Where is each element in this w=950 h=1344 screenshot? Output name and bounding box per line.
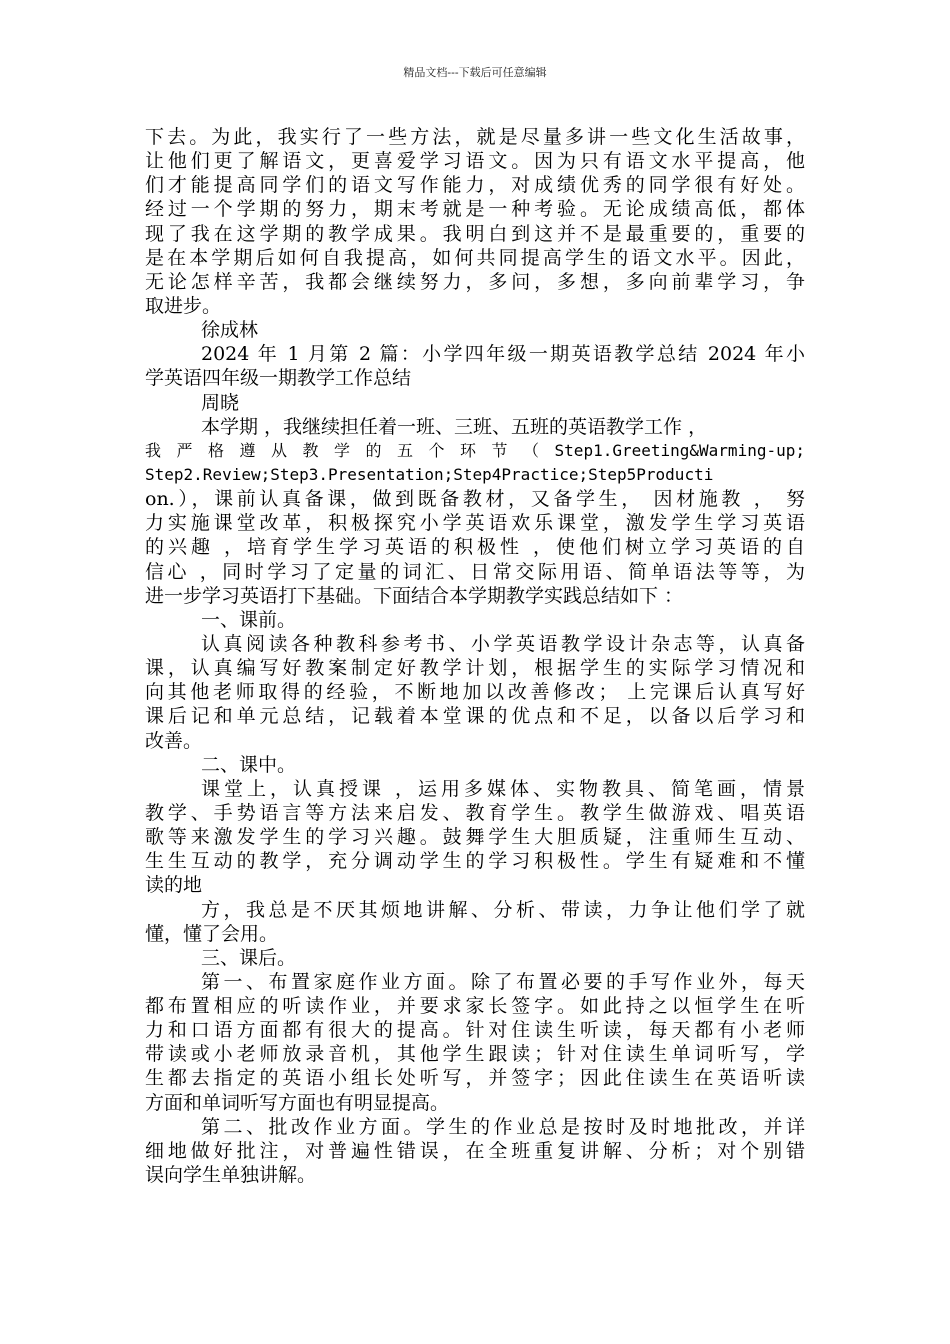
page-header: 精品文档---下载后可任意编辑	[403, 66, 547, 79]
text-line: 带读或小老师放录音机，其他学生跟读；针对住读生单词听写，学	[145, 1043, 805, 1066]
text-line: 取进步。	[145, 294, 222, 317]
text-line: 经过一个学期的努力，期末考就是一种考验。无论成绩高低，都体	[145, 198, 805, 221]
text-line: 三、课后。	[201, 946, 297, 969]
text-line: 向其他老师取得的经验，不断地加以改善修改； 上完课后认真写好	[145, 681, 805, 704]
document-body	[145, 125, 805, 1187]
text-line: 误向学生单独讲解。	[145, 1164, 317, 1187]
text-line: 是在本学期后如何自我提高，如何共同提高学生的语文水平。因此，	[145, 246, 805, 269]
text-line: 懂，懂了会用。	[145, 922, 279, 945]
text-line: 力实施课堂改革，积极探究小学英语欢乐课堂，激发学生学习英语	[145, 512, 805, 535]
text-line: 让他们更了解语文，更喜爱学习语文。因为只有语文水平提高，他	[145, 150, 805, 173]
text-line: 一、课前。	[201, 608, 297, 631]
text-line: 徐成林	[201, 319, 259, 342]
text-line: 课后记和单元总结，记载着本堂课的优点和不足，以备以后学习和	[145, 705, 805, 728]
text-line: 生生互动的教学，充分调动学生的学习积极性。学生有疑难和不懂	[145, 850, 805, 873]
text-line: 生都去指定的英语小组长处听写，并签字；因此住读生在英语听读	[145, 1067, 805, 1090]
text-line: 现了我在这学期的教学成果。我明白到这并不是最重要的，重要的	[145, 222, 805, 245]
text-line: 都布置相应的听读作业，并要求家长签字。如此持之以恒学生在听	[145, 995, 805, 1018]
text-line: 细地做好批注，对普遍性错误，在全班重复讲解、分析；对个别错	[145, 1139, 805, 1162]
text-line: 力和口语方面都有很大的提高。针对住读生听读，每天都有小老师	[145, 1019, 805, 1042]
text-line: 我 严 格 遵 从 教 学 的 五 个 环 节 （ Step1.Greeting&Warming-up;	[145, 440, 805, 460]
text-line: 第二、批改作业方面。学生的作业总是按时及时地批改，并详	[201, 1115, 805, 1138]
text-line: 信心 ，同时学习了定量的词汇、日常交际用语、简单语法等等，为	[145, 560, 805, 583]
text-line: 下去。为此，我实行了一些方法，就是尽量多讲一些文化生活故事，	[145, 126, 805, 148]
text-line: 第一、布置家庭作业方面。除了布置必要的手写作业外，每天	[201, 970, 805, 993]
text-line: 课，认真编写好教案制定好教学计划，根据学生的实际学习情况和	[145, 657, 805, 680]
text-line: Step2.Review;Step3.Presentation;Step4Practice;Step5Producti	[145, 464, 714, 484]
text-line: 二、课中。	[201, 753, 297, 776]
text-line: 方，我总是不厌其烦地讲解、分析、带读，力争让他们学了就	[201, 898, 805, 921]
text-line: 们才能提高同学们的语文写作能力，对成绩优秀的同学很有好处。	[145, 174, 805, 197]
text-line: 教学、手势语言等方法来启发、教育学生。教学生做游戏、唱英语	[145, 801, 805, 824]
text-line: 课堂上，认真授课 ，运用多媒体、实物教具、简笔画，情景	[201, 777, 805, 800]
text-line: 方面和单词听写方面也有明显提高。	[145, 1091, 450, 1114]
text-line: 认真阅读各种教科参考书、小学英语教学设计杂志等，认真备	[201, 632, 805, 655]
text-line: 周晓	[201, 391, 240, 414]
text-line: 改善。	[145, 729, 203, 752]
text-line: 无论怎样辛苦，我都会继续努力，多问，多想，多向前辈学习，争	[145, 270, 805, 293]
text-line: 学英语四年级一期教学工作总结	[145, 367, 412, 390]
text-line: 本学期 ，我继续担任着一班、三班、五班的英语教学工作 ，	[201, 415, 708, 438]
text-line: 的兴趣 ，培育学生学习英语的积极性 ，使他们树立学习英语的自	[145, 536, 805, 559]
text-line: 进一步学习英语打下基础。下面结合本学期教学实践总结如下 ：	[145, 584, 684, 607]
text-line: on.），课前认真备课，做到既备教材，又备学生， 因材施教 ， 努	[145, 488, 805, 511]
text-line: 2024 年 1 月第 2 篇：小学四年级一期英语教学总结 2024 年小	[201, 343, 805, 366]
text-line: 读的地	[145, 874, 203, 897]
text-line: 歌等来激发学生的学习兴趣。鼓舞学生大胆质疑，注重师生互动、	[145, 826, 805, 849]
